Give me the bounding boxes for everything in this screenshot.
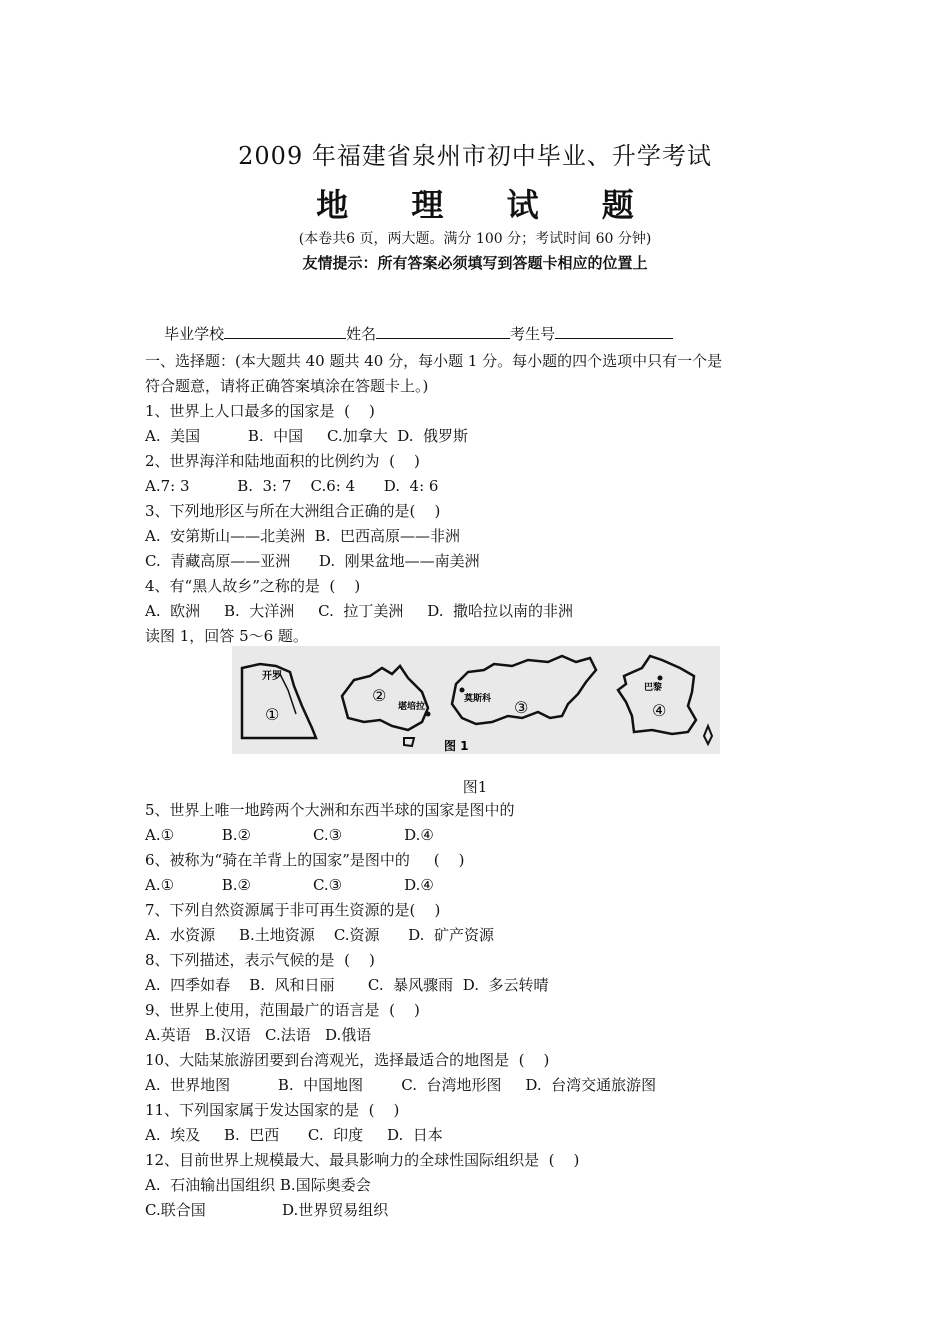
question-3-options-b: C. 青藏高原——亚洲 D. 刚果盆地——南美洲 — [145, 552, 480, 570]
country-outlines — [232, 646, 720, 754]
section-heading-line2: 符合题意，请将正确答案填涂在答题卡上。) — [145, 377, 429, 395]
label-cairo: 开罗 — [262, 671, 282, 682]
question-3: 3、下列地形区与所在大洲组合正确的是( ) — [145, 502, 441, 520]
question-12-options-a: A. 石油输出国组织 B.国际奥委会 — [145, 1176, 371, 1194]
question-7-options: A. 水资源 B.土地资源 C.资源 D. 矿产资源 — [145, 926, 494, 944]
student-id-label: 考生号 — [510, 325, 556, 343]
name-field[interactable] — [376, 322, 510, 339]
question-8: 8、下列描述，表示气候的是 ( ) — [145, 951, 375, 969]
question-7: 7、下列自然资源属于非可再生资源的是( ) — [145, 901, 441, 919]
question-1-options: A. 美国 B. 中国 C.加拿大 D. 俄罗斯 — [145, 427, 469, 445]
question-5-options: A.① B.② C.③ D.④ — [145, 826, 434, 844]
figure-inner-caption: 图 1 — [444, 739, 469, 753]
question-4: 4、有“黑人故乡”之称的是 ( ) — [145, 577, 361, 595]
label-moscow: 莫斯科 — [464, 694, 492, 704]
number-1: ① — [265, 705, 280, 724]
question-8-options: A. 四季如春 B. 风和日丽 C. 暴风骤雨 D. 多云转晴 — [145, 976, 549, 994]
read-figure-prompt: 读图 1，回答 5～6 题。 — [145, 627, 308, 645]
figure-caption: 图1 — [462, 778, 488, 796]
name-label: 姓名 — [346, 325, 377, 343]
question-12-options-b: C.联合国 D.世界贸易组织 — [145, 1201, 389, 1219]
question-2: 2、世界海洋和陆地面积的比例约为 ( ) — [145, 452, 420, 470]
question-4-options: A. 欧洲 B. 大洋洲 C. 拉丁美洲 D. 撒哈拉以南的非洲 — [145, 602, 574, 620]
question-5: 5、世界上唯一地跨两个大洲和东西半球的国家是图中的 — [145, 801, 515, 819]
question-9: 9、世界上使用，范围最广的语言是 ( ) — [145, 1001, 420, 1019]
friendly-tip: 友情提示：所有答案必须填写到答题卡相应的位置上 — [302, 254, 648, 272]
exam-note: (本卷共6 页，两大题。满分 100 分；考试时间 60 分钟) — [298, 231, 652, 247]
question-12: 12、目前世界上规模最大、最具影响力的全球性国际组织是 ( ) — [145, 1151, 580, 1169]
question-9-options: A.英语 B.汉语 C.法语 D.俄语 — [145, 1026, 372, 1044]
question-11-options: A. 埃及 B. 巴西 C. 印度 D. 日本 — [145, 1126, 443, 1144]
question-1: 1、世界上人口最多的国家是 ( ) — [145, 402, 375, 420]
question-3-options-a: A. 安第斯山——北美洲 B. 巴西高原——非洲 — [145, 527, 461, 545]
exam-title: 2009 年福建省泉州市初中毕业、升学考试 — [238, 142, 712, 170]
section-heading-line1: 一、选择题：(本大题共 40 题共 40 分，每小题 1 分。每小题的四个选项中只有一个是 — [145, 352, 723, 370]
question-11: 11、下列国家属于发达国家的是 ( ) — [145, 1101, 400, 1119]
question-10: 10、大陆某旅游团要到台湾观光，选择最适合的地图是 ( ) — [145, 1051, 550, 1069]
number-4: ④ — [652, 701, 667, 720]
france-outline — [618, 656, 696, 734]
question-10-options: A. 世界地图 B. 中国地图 C. 台湾地形图 D. 台湾交通旅游图 — [145, 1076, 657, 1094]
question-2-options: A.7: 3 B. 3: 7 C.6: 4 D. 4: 6 — [145, 477, 439, 495]
school-label: 毕业学校 — [164, 325, 225, 343]
question-6-options: A.① B.② C.③ D.④ — [145, 876, 434, 894]
label-canberra: 堪培拉 — [398, 702, 426, 712]
question-6: 6、被称为“骑在羊背上的国家”是图中的 ( ) — [145, 851, 465, 869]
subject-title: 地 理 试 题 — [316, 186, 660, 224]
number-2: ② — [372, 686, 387, 705]
number-3: ③ — [514, 698, 529, 717]
label-paris: 巴黎 — [644, 683, 663, 693]
figure-1-maps — [232, 646, 720, 754]
school-field[interactable] — [224, 322, 346, 339]
student-id-field[interactable] — [555, 322, 673, 339]
